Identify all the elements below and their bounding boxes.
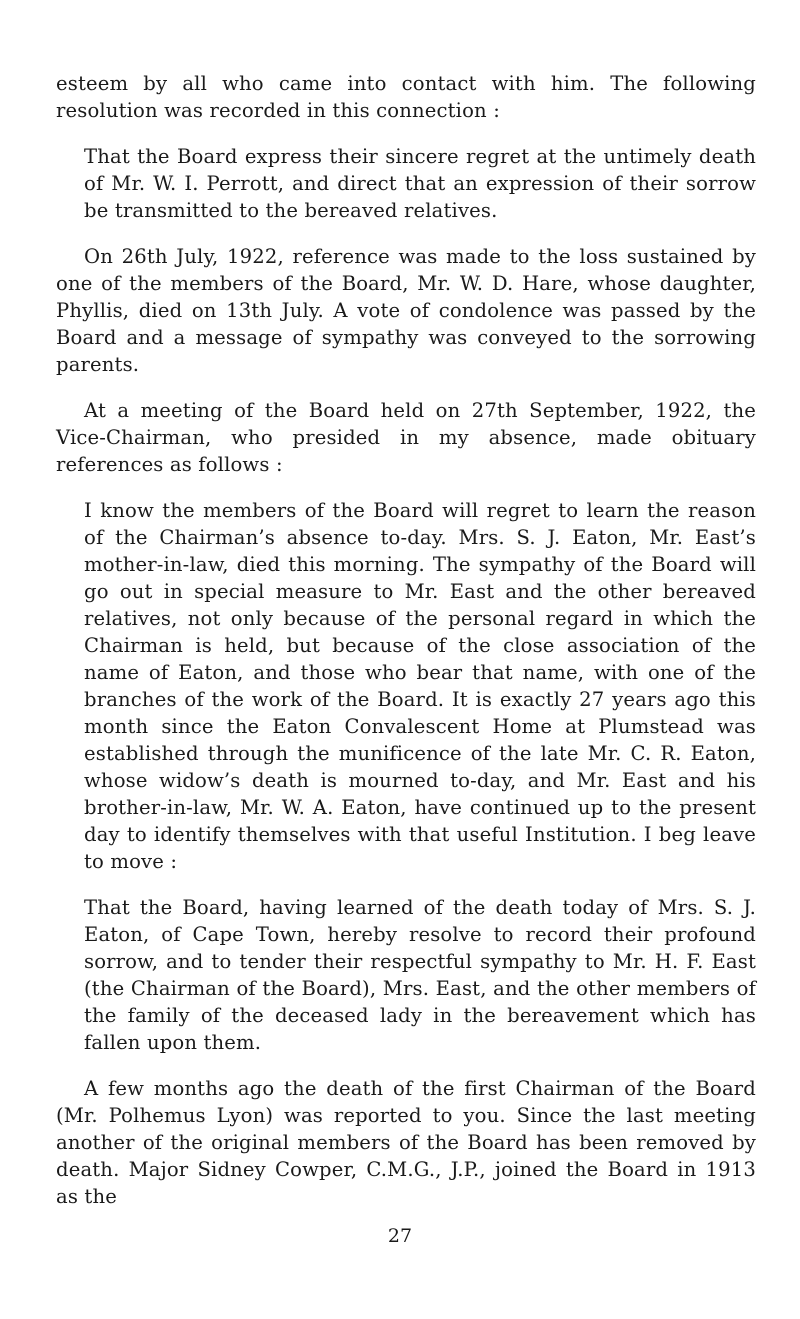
page-number: 27 [387,1225,413,1247]
paragraph-cowper: A few months ago the death of the first Chairman of the Board (Mr. Polhemus Lyon) was reported to you. Since the last meeting another of the original members of the Board has been removed by death. Major Sidney Cowper, C.M.G., J.P., joined the Board in 1913 as the [56,1077,756,1208]
resolution-eaton: That the Board, having learned of the death today of Mrs. S. J. Eaton, of Cape Town, hereby resolve to record their profound sorrow, and to tender their respectful sympathy to Mr. H. F. East (the Chairman of the Board), Mrs. East, and the other members of the family of the deceased lady in the bereavement which has fallen upon them. [84,896,756,1054]
vice-chairman-statement: I know the members of the Board will regret to learn the reason of the Chairman’s absence to-day. Mrs. S. J. Eaton, Mr. East’s mother-in-law, died this morning. The sympathy of the Board will go out in special measure to Mr. East and the other bereaved relatives, not only because of the personal regard in which the Chairman is held, but because of the close association of the name of Eaton, and those who bear that name, with one of the branches of the work of the Board. It is exactly 27 years ago this month since the Eaton Convalescent Home at Plumstead was established through the munificence of the late Mr. C. R. Eaton, whose widow’s death is mourned to-day, and Mr. East and his brother-in-law, Mr. W. A. Eaton, have continued up to the present day to identify themselves with that useful Institution. I beg leave to move : [84,499,756,873]
paragraph-hare: On 26th July, 1922, reference was made to the loss sustained by one of the members of the Board, Mr. W. D. Hare, whose daughter, Phyllis, died on 13th July. A vote of condolence was passed by the Board and a message of sympathy was conveyed to the sorrowing parents. [56,245,756,376]
paragraph-meeting: At a meeting of the Board held on 27th September, 1922, the Vice-Chairman, who presided in my absence, made obituary references as follows : [56,399,756,476]
paragraph-continuation: esteem by all who came into contact with him. The following resolution was recorded in this connection : [56,72,756,122]
document-page [56,70,756,1210]
resolution-perrott: That the Board express their sincere regret at the untimely death of Mr. W. I. Perrott, and direct that an expression of their sorrow be transmitted to the bereaved relatives. [84,145,756,222]
